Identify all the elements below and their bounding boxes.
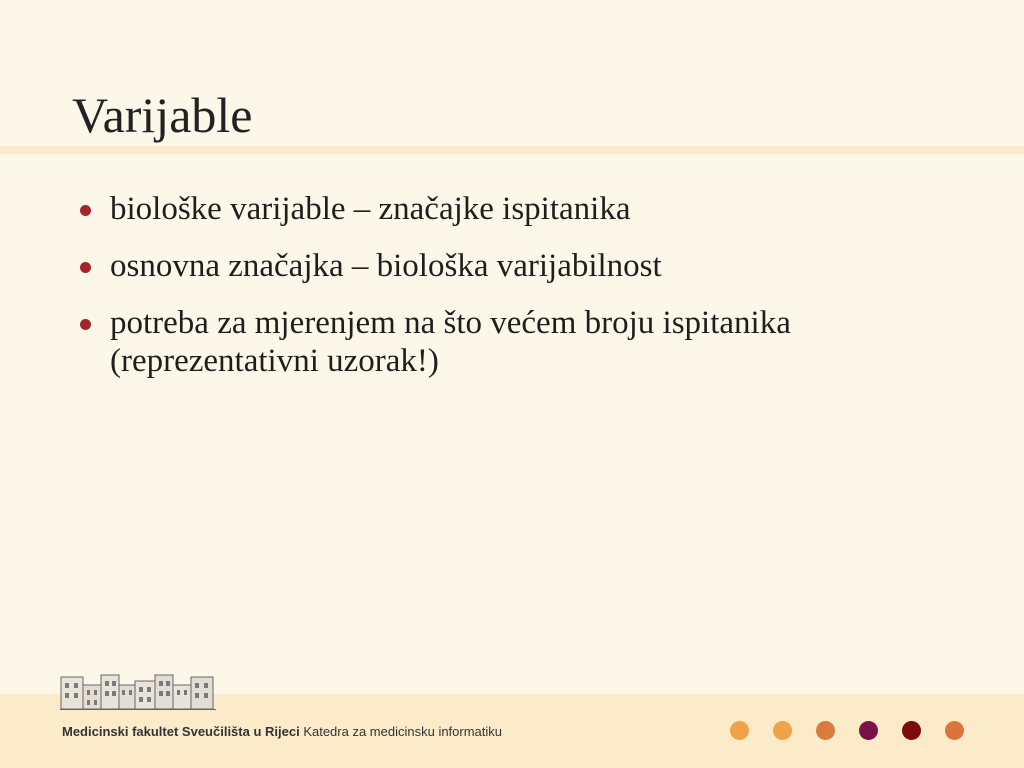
decorative-dot [816,721,835,740]
faculty-building-icon [60,671,216,711]
bullet-text: biološke varijable – značajke ispitanika [110,191,631,227]
decorative-dots [730,721,964,741]
bullet-list [76,190,956,399]
bullet-text: potreba za mjerenjem na što većem broju ispitanika (reprezentativni uzorak!) [110,305,791,379]
bullet-item [76,247,956,285]
decorative-dot [773,721,792,740]
decorative-dot [902,721,921,740]
bullet-dot-icon [80,205,91,216]
footer-institution: Medicinski fakultet Sveučilišta u Rijeci [62,724,300,739]
slide-title: Varijable [72,87,253,143]
decorative-dot [859,721,878,740]
decorative-dot [945,721,964,740]
bullet-dot-icon [80,262,91,273]
decorative-dot [730,721,749,740]
footer-department: Katedra za medicinsku informatiku [299,724,503,739]
bullet-text: osnovna značajka – biološka varijabilnost [110,248,662,284]
bullet-item [76,190,956,228]
footer-caption [62,724,502,739]
title-underline-band [0,146,1024,154]
bullet-item [76,304,956,380]
bullet-dot-icon [80,319,91,330]
